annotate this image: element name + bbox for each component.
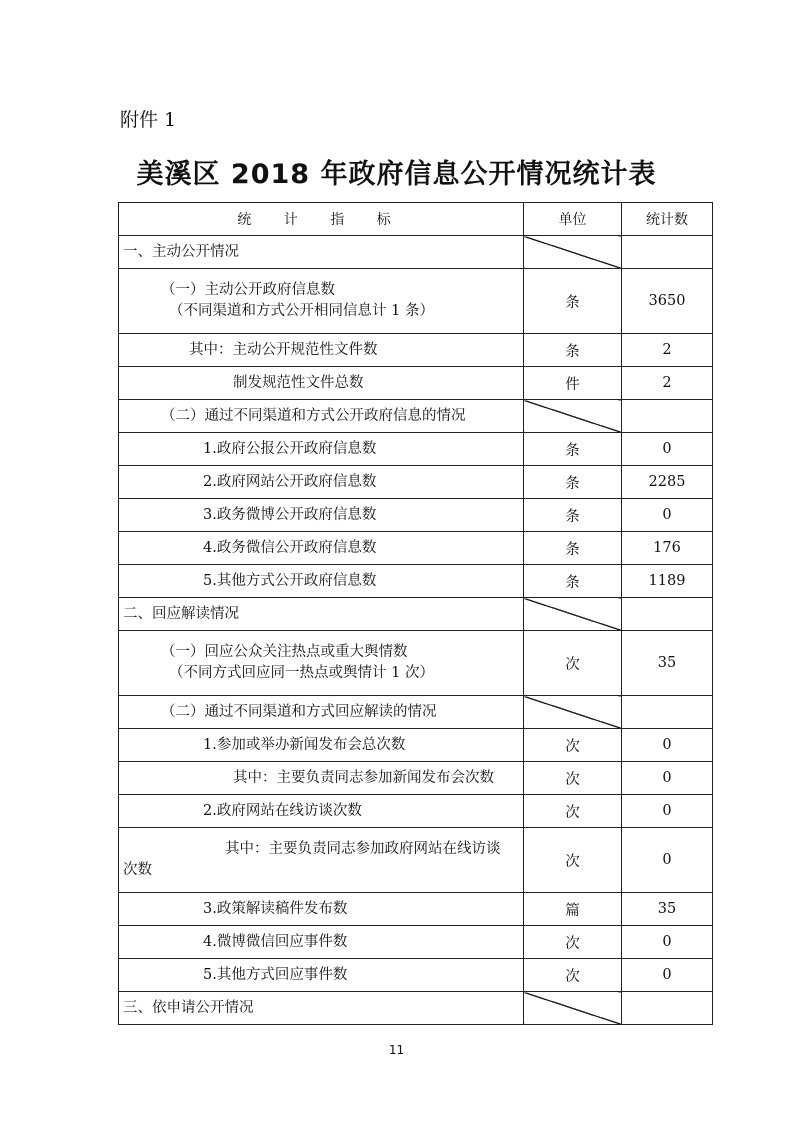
- row-item-main: 其中：主要负责同志参加政府网站在线访谈: [225, 841, 501, 857]
- document-title: 美溪区 2018 年政府信息公开情况统计表: [136, 159, 657, 190]
- row-item: 4.微博微信回应事件数: [119, 926, 524, 959]
- table-row: [119, 992, 713, 1025]
- row-unit: 条: [524, 269, 622, 334]
- row-unit: 条: [524, 334, 622, 367]
- table-row: [119, 532, 713, 565]
- row-count: 0: [622, 729, 713, 762]
- row-item: （二）通过不同渠道和方式公开政府信息的情况: [119, 400, 524, 433]
- row-unit: 条: [524, 565, 622, 598]
- table-row: [119, 466, 713, 499]
- table-row: [119, 334, 713, 367]
- row-count: 35: [622, 893, 713, 926]
- row-unit: 条: [524, 532, 622, 565]
- row-unit: 次: [524, 729, 622, 762]
- row-count: 0: [622, 762, 713, 795]
- row-count: 3650: [622, 269, 713, 334]
- row-unit-empty: [524, 992, 622, 1025]
- row-count-empty: [622, 992, 713, 1025]
- row-unit: 次: [524, 828, 622, 893]
- row-count: 0: [622, 499, 713, 532]
- table-row: [119, 236, 713, 269]
- page-number: 11: [388, 1043, 405, 1057]
- row-unit: 次: [524, 926, 622, 959]
- row-item-continuation: 次数: [123, 862, 152, 878]
- row-item: 其中：主要负责同志参加新闻发布会次数: [119, 762, 524, 795]
- row-item-main: （一）主动公开政府信息数: [161, 282, 335, 298]
- row-item: 4.政务微信公开政府信息数: [119, 532, 524, 565]
- row-count-empty: [622, 236, 713, 269]
- row-item-note: （不同渠道和方式公开相同信息计 1 条）: [169, 303, 434, 319]
- row-unit-empty: [524, 696, 622, 729]
- row-unit: 篇: [524, 893, 622, 926]
- row-item-note: （不同方式回应同一热点或舆情计 1 次）: [169, 665, 434, 681]
- row-item: [119, 269, 524, 334]
- row-unit: 次: [524, 959, 622, 992]
- table-row: [119, 565, 713, 598]
- row-count: 2285: [622, 466, 713, 499]
- row-item: 1.参加或举办新闻发布会总次数: [119, 729, 524, 762]
- row-count: 176: [622, 532, 713, 565]
- table-row: [119, 499, 713, 532]
- row-unit-empty: [524, 400, 622, 433]
- table-row: [119, 367, 713, 400]
- row-item: 制发规范性文件总数: [119, 367, 524, 400]
- table-row: [119, 762, 713, 795]
- row-unit: 次: [524, 795, 622, 828]
- statistics-table: [118, 202, 713, 1025]
- row-unit-empty: [524, 236, 622, 269]
- row-item: 1.政府公报公开政府信息数: [119, 433, 524, 466]
- row-count-empty: [622, 598, 713, 631]
- row-unit: 条: [524, 466, 622, 499]
- row-unit: 条: [524, 433, 622, 466]
- row-count: 35: [622, 631, 713, 696]
- row-item: 5.其他方式公开政府信息数: [119, 565, 524, 598]
- row-count: 0: [622, 433, 713, 466]
- row-unit: 次: [524, 631, 622, 696]
- row-item: 一、主动公开情况: [119, 236, 524, 269]
- row-unit: 条: [524, 499, 622, 532]
- header-item: 统 计 指 标: [119, 203, 524, 236]
- table-row: [119, 926, 713, 959]
- row-item: 其中：主动公开规范性文件数: [119, 334, 524, 367]
- row-item: 二、回应解读情况: [119, 598, 524, 631]
- table-row: [119, 959, 713, 992]
- header-unit: 单位: [524, 203, 622, 236]
- row-unit: 件: [524, 367, 622, 400]
- row-item: [119, 631, 524, 696]
- row-count: 0: [622, 795, 713, 828]
- table-row: [119, 631, 713, 696]
- table-row: [119, 598, 713, 631]
- row-item: 5.其他方式回应事件数: [119, 959, 524, 992]
- row-count-empty: [622, 400, 713, 433]
- row-count: 0: [622, 926, 713, 959]
- row-count: 2: [622, 367, 713, 400]
- table-header-row: [119, 203, 713, 236]
- row-count-empty: [622, 696, 713, 729]
- row-item: 3.政策解读稿件发布数: [119, 893, 524, 926]
- table-row: [119, 433, 713, 466]
- table-row: [119, 795, 713, 828]
- header-count: 统计数: [622, 203, 713, 236]
- row-item-main: （一）回应公众关注热点或重大舆情数: [161, 644, 408, 660]
- row-item: 2.政府网站在线访谈次数: [119, 795, 524, 828]
- table-row: [119, 269, 713, 334]
- table-row: [119, 893, 713, 926]
- row-count: 2: [622, 334, 713, 367]
- row-unit: 次: [524, 762, 622, 795]
- table-row: [119, 828, 713, 893]
- row-item: 3.政务微博公开政府信息数: [119, 499, 524, 532]
- attachment-label: 附件 1: [120, 109, 177, 131]
- row-item: （二）通过不同渠道和方式回应解读的情况: [119, 696, 524, 729]
- row-item: 三、依申请公开情况: [119, 992, 524, 1025]
- row-count: 0: [622, 959, 713, 992]
- row-item: 2.政府网站公开政府信息数: [119, 466, 524, 499]
- table-row: [119, 400, 713, 433]
- table-row: [119, 729, 713, 762]
- row-count: 1189: [622, 565, 713, 598]
- row-item: [119, 828, 524, 893]
- row-unit-empty: [524, 598, 622, 631]
- table-row: [119, 696, 713, 729]
- row-count: 0: [622, 828, 713, 893]
